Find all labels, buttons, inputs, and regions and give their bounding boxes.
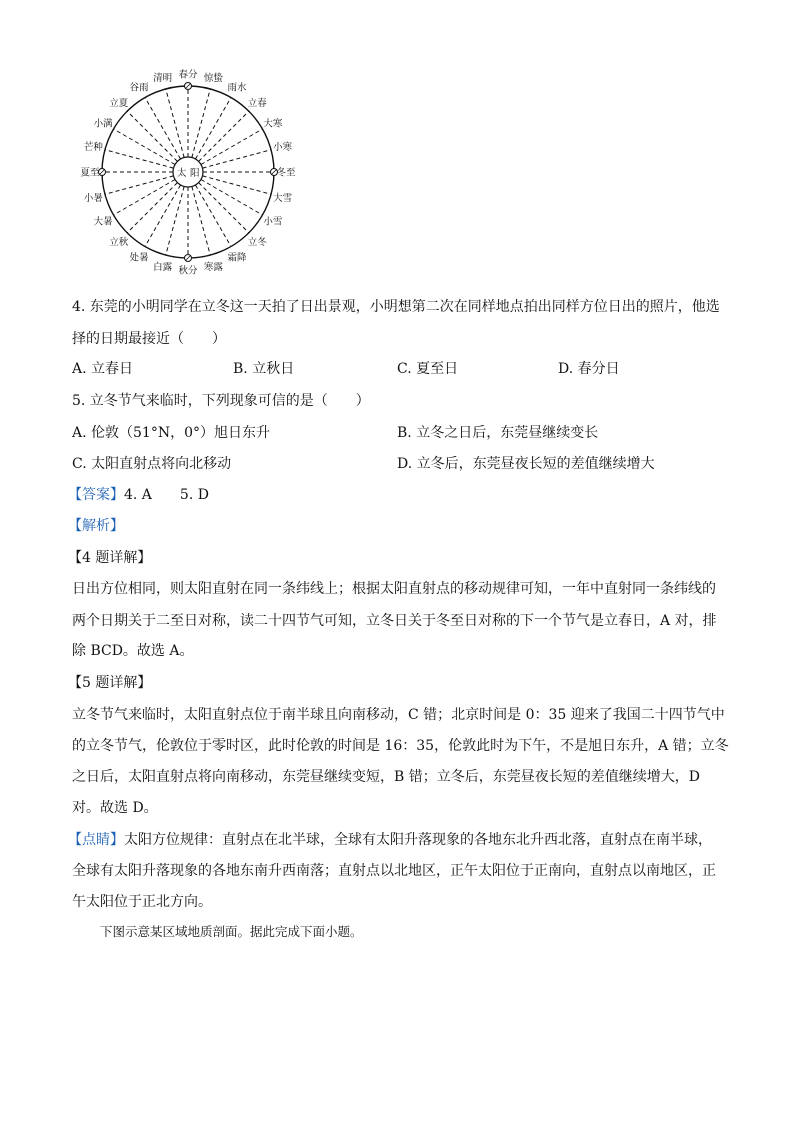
term-label: 秋分 [178, 265, 198, 277]
term-spoke [105, 176, 174, 194]
q4-stem-line2: 择的日期最接近（ ） [72, 331, 226, 347]
term-spoke [105, 150, 174, 168]
tip-line: 午太阳位于正北方向。 [72, 894, 212, 910]
term-label: 惊蛰 [203, 72, 223, 84]
term-spoke [192, 186, 210, 255]
q5-option-a: A. 伦敦（51°N，0°）旭日东升 [72, 425, 270, 441]
answer-row [68, 484, 209, 504]
section-intro: 下图示意某区域地质剖面。据此完成下面小题。 [100, 924, 363, 939]
term-label: 小寒 [273, 142, 293, 154]
q5-stem: 5. 立冬节气来临时，下列现象可信的是（ ） [72, 393, 370, 409]
detail5-line: 立冬节气来临时，太阳直射点位于南半球且向南移动，C 错；北京时间是 0：35 迎来了我国二十四节气中 [72, 707, 725, 723]
term-spoke [202, 150, 271, 168]
term-spoke [166, 89, 184, 158]
detail4-line: 除 BCD。故选 A。 [72, 643, 194, 659]
q5-option-b: B. 立冬之日后，东莞昼继续变长 [397, 425, 599, 441]
term-label: 春分 [178, 69, 198, 81]
term-label: 清明 [153, 72, 173, 84]
q4-stem-line1: 4. 东莞的小明同学在立冬这一天拍了日出景观，小明想第二次在同样地点拍出同样方位日出的照片，他选 [72, 299, 720, 315]
term-label: 夏至 [80, 167, 100, 179]
answer-label: 【答案】 [68, 487, 124, 503]
answer-text: 4. A 5. D [124, 487, 209, 503]
term-label: 小暑 [83, 192, 103, 204]
q4-option-c: C. 夏至日 [397, 361, 459, 377]
detail4-line: 两个日期关于二至日对称，读二十四节气可知，立冬日关于冬至日对称的下一个节气是立春日，A 对，排 [72, 613, 717, 629]
tip-label: 【点睛】 [68, 832, 124, 848]
term-label: 白露 [153, 262, 173, 274]
detail5-line: 的立冬节气，伦敦位于零时区，此时伦敦的时间是 16：35，伦敦此时为下午，不是旭日东升，A 错；立冬 [72, 738, 729, 754]
sun-label-1: 太 [177, 168, 187, 179]
term-label: 大暑 [93, 216, 113, 228]
term-label: 小满 [93, 118, 113, 130]
term-label: 寒露 [203, 262, 223, 274]
term-label: 处暑 [129, 252, 149, 264]
tip-text: 太阳方位规律：直射点在北半球，全球有太阳升落现象的各地东北升西北落，直射点在南半球， [124, 832, 712, 848]
term-label: 立秋 [109, 236, 129, 248]
tip-line: 全球有太阳升落现象的各地东南升西南落；直射点以北地区，正午太阳位于正南向，直射点以南地区，正 [72, 863, 716, 879]
term-spoke [199, 183, 249, 233]
q5-option-d: D. 立冬后，东莞昼夜长短的差值继续增大 [397, 456, 655, 472]
q4-option-b: B. 立秋日 [233, 361, 295, 377]
solar-terms-diagram [70, 60, 320, 290]
detail5-title: 【5 题详解】 [68, 675, 152, 691]
analysis-label: 【解析】 [68, 518, 124, 534]
term-spoke [192, 89, 210, 158]
detail5-line: 之日后，太阳直射点将向南移动，东莞昼继续变短，B 错；立冬后，东莞昼夜长短的差值继续增大，D [72, 769, 700, 785]
term-spoke [127, 111, 177, 161]
q5-option-c: C. 太阳直射点将向北移动 [72, 456, 232, 472]
term-label: 大寒 [263, 118, 283, 130]
term-spoke [202, 176, 271, 194]
term-label: 霜降 [227, 252, 247, 264]
term-spoke [127, 183, 177, 233]
term-label: 雨水 [227, 82, 247, 94]
detail5-line: 对。故选 D。 [72, 800, 158, 816]
term-label: 小雪 [263, 216, 283, 228]
q4-option-d: D. 春分日 [558, 361, 620, 377]
term-spoke [199, 111, 249, 161]
term-label: 立冬 [247, 236, 267, 248]
term-label: 芒种 [83, 142, 103, 154]
term-spoke [166, 186, 184, 255]
term-label: 立春 [247, 98, 267, 110]
detail4-title: 【4 题详解】 [68, 550, 152, 566]
q4-option-a: A. 立春日 [72, 361, 134, 377]
sun-label-2: 阳 [190, 168, 200, 179]
detail4-line: 日出方位相同，则太阳直射在同一条纬线上；根据太阳直射点的移动规律可知，一年中直射同一条纬线的 [72, 581, 716, 597]
term-label: 立夏 [109, 98, 129, 110]
tip-line [68, 829, 712, 849]
term-label: 谷雨 [129, 82, 149, 94]
term-label: 冬至 [276, 167, 296, 179]
term-label: 大雪 [273, 192, 293, 204]
